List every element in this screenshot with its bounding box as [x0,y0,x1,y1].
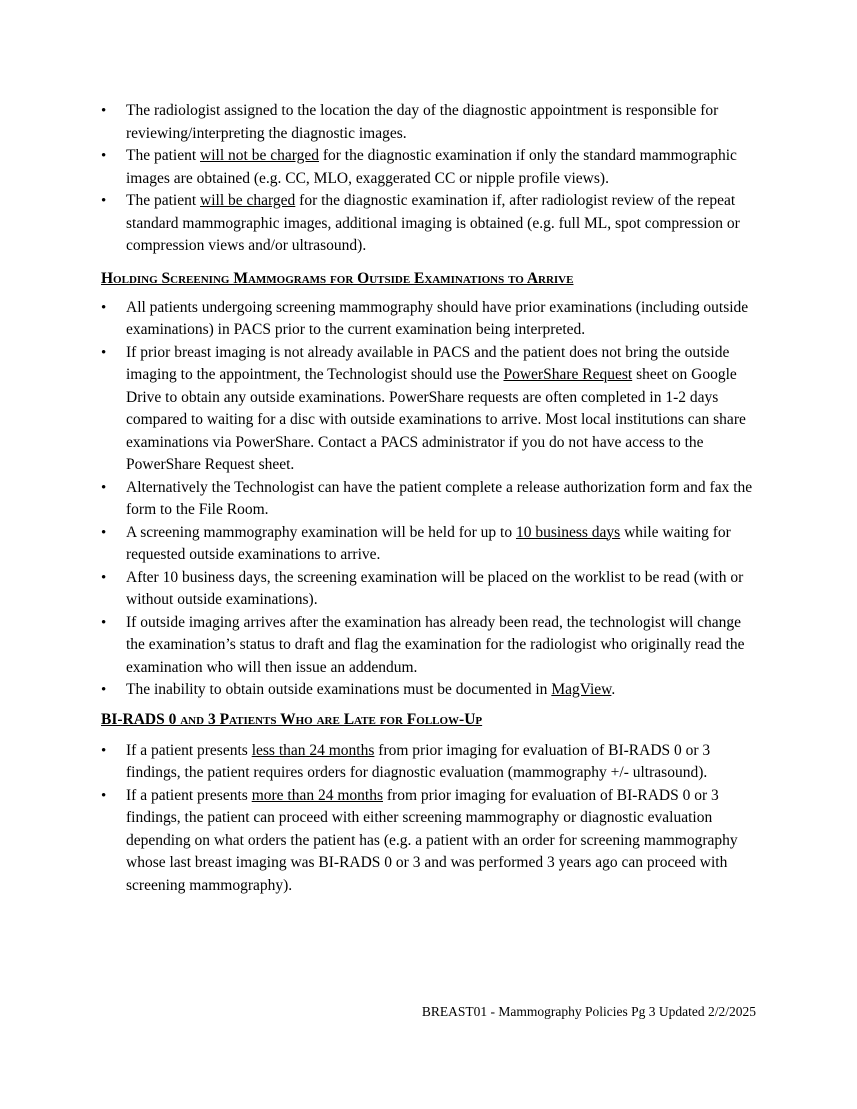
bullet-icon: • [101,682,107,698]
bullet-icon: • [101,193,107,209]
bullet-icon: • [101,344,107,361]
item-text: from prior imaging for evaluation of BI-RADS 0 or 3 findings, the patient requires orders for diagnostic evaluation (mammography +/- ultrasound). [126,741,711,781]
underlined-text: less than 24 months [251,741,375,759]
item-text: for the diagnostic examination if only the standard mammographic images are obtained (e.g. CC, MLO, exaggerated CC or nipple profile views). [126,147,737,187]
underlined-text: more than 24 months [251,786,383,804]
birads-bullet-list [0,740,857,898]
item-text: If a patient presents [126,741,252,759]
item-text: All patients undergoing screening mammography should have prior examinations (including outside examinations) in PACS prior to the current examination being interpreted. [126,298,749,338]
item-text: from prior imaging for evaluation of BI-RADS 0 or 3 findings, the patient can proceed with either screening mammography or diagnostic evaluation depending on what orders the patient has (e.g. a patient with an order for screening mammography whose last breast imaging was BI-RADS 0 or 3 and was performed 3 years ago can proceed with screening mammography). [126,786,738,894]
list-item [0,190,857,258]
bullet-icon: • [101,742,107,759]
item-text: . [611,681,616,698]
bullet-icon: • [101,787,107,804]
underlined-text: 10 business days [516,523,621,541]
item-text: The patient [126,147,201,164]
section-heading-birads: BI-RADS 0 and 3 Patients Who are Late for Follow-Up [101,710,483,728]
bullet-icon: • [101,524,107,541]
list-item [0,679,857,702]
magview-link[interactable]: MagView [551,681,612,698]
holding-bullet-list [0,297,857,702]
bullet-icon: • [101,614,107,631]
underlined-text: will be charged [200,192,296,209]
item-text: If a patient presents [126,786,252,804]
item-text: If prior breast imaging is not already available in PACS and the patient does not bring the outside imaging to the appointment, the Technologist should use the [126,343,730,383]
item-text: The radiologist assigned to the location the day of the diagnostic appointment is responsible for reviewing/interpreting the diagnostic images. [126,102,719,142]
item-text: A screening mammography examination will be held for up to [126,523,516,541]
item-text: If outside imaging arrives after the examination has already been read, the technologist will change the examination’s status to draft and flag the examination for the radiologist who originally read the examination who will then issue an addendum. [126,613,745,676]
bullet-icon: • [101,103,107,119]
list-item [0,740,857,785]
list-item [0,567,857,612]
item-text: while waiting for requested outside examinations to arrive. [126,523,731,563]
list-item [0,145,857,190]
powershare-request-link[interactable]: PowerShare Request [503,366,633,383]
list-item [0,477,857,522]
section-heading-holding: Holding Screening Mammograms for Outside Examinations to Arrive [101,269,574,287]
item-text: Alternatively the Technologist can have the patient complete a release authorization form and fax the form to the File Room. [126,478,753,518]
list-item [0,342,857,477]
item-text: for the diagnostic examination if, after radiologist review of the repeat standard mammographic images, additional imaging is obtained (e.g. full ML, spot compression or compression views and/or ultrasound). [126,192,740,254]
list-item [0,297,857,342]
bullet-icon: • [101,299,107,316]
item-text: sheet on Google Drive to obtain any outside examinations. PowerShare requests are often completed in 1-2 days compared to waiting for a disc with outside examinations to arrive. Most local institutions can share examinations via PowerShare. Contact a PACS administrator if you do not have access to the PowerShare Request sheet. [126,366,746,473]
list-item [0,785,857,898]
item-text: The patient [126,192,201,209]
bullet-icon: • [101,148,107,164]
item-text: The inability to obtain outside examinations must be documented in [126,681,552,698]
page-footer: BREAST01 - Mammography Policies Pg 3 Updated 2/2/2025 [421,1004,756,1019]
document-page [0,100,857,897]
intro-bullet-list [0,100,857,258]
bullet-icon: • [101,479,107,496]
list-item [0,612,857,680]
list-item [0,100,857,145]
underlined-text: will not be charged [200,147,319,164]
list-item [0,522,857,567]
bullet-icon: • [101,569,107,586]
item-text: After 10 business days, the screening examination will be placed on the worklist to be read (with or without outside examinations). [126,568,744,608]
